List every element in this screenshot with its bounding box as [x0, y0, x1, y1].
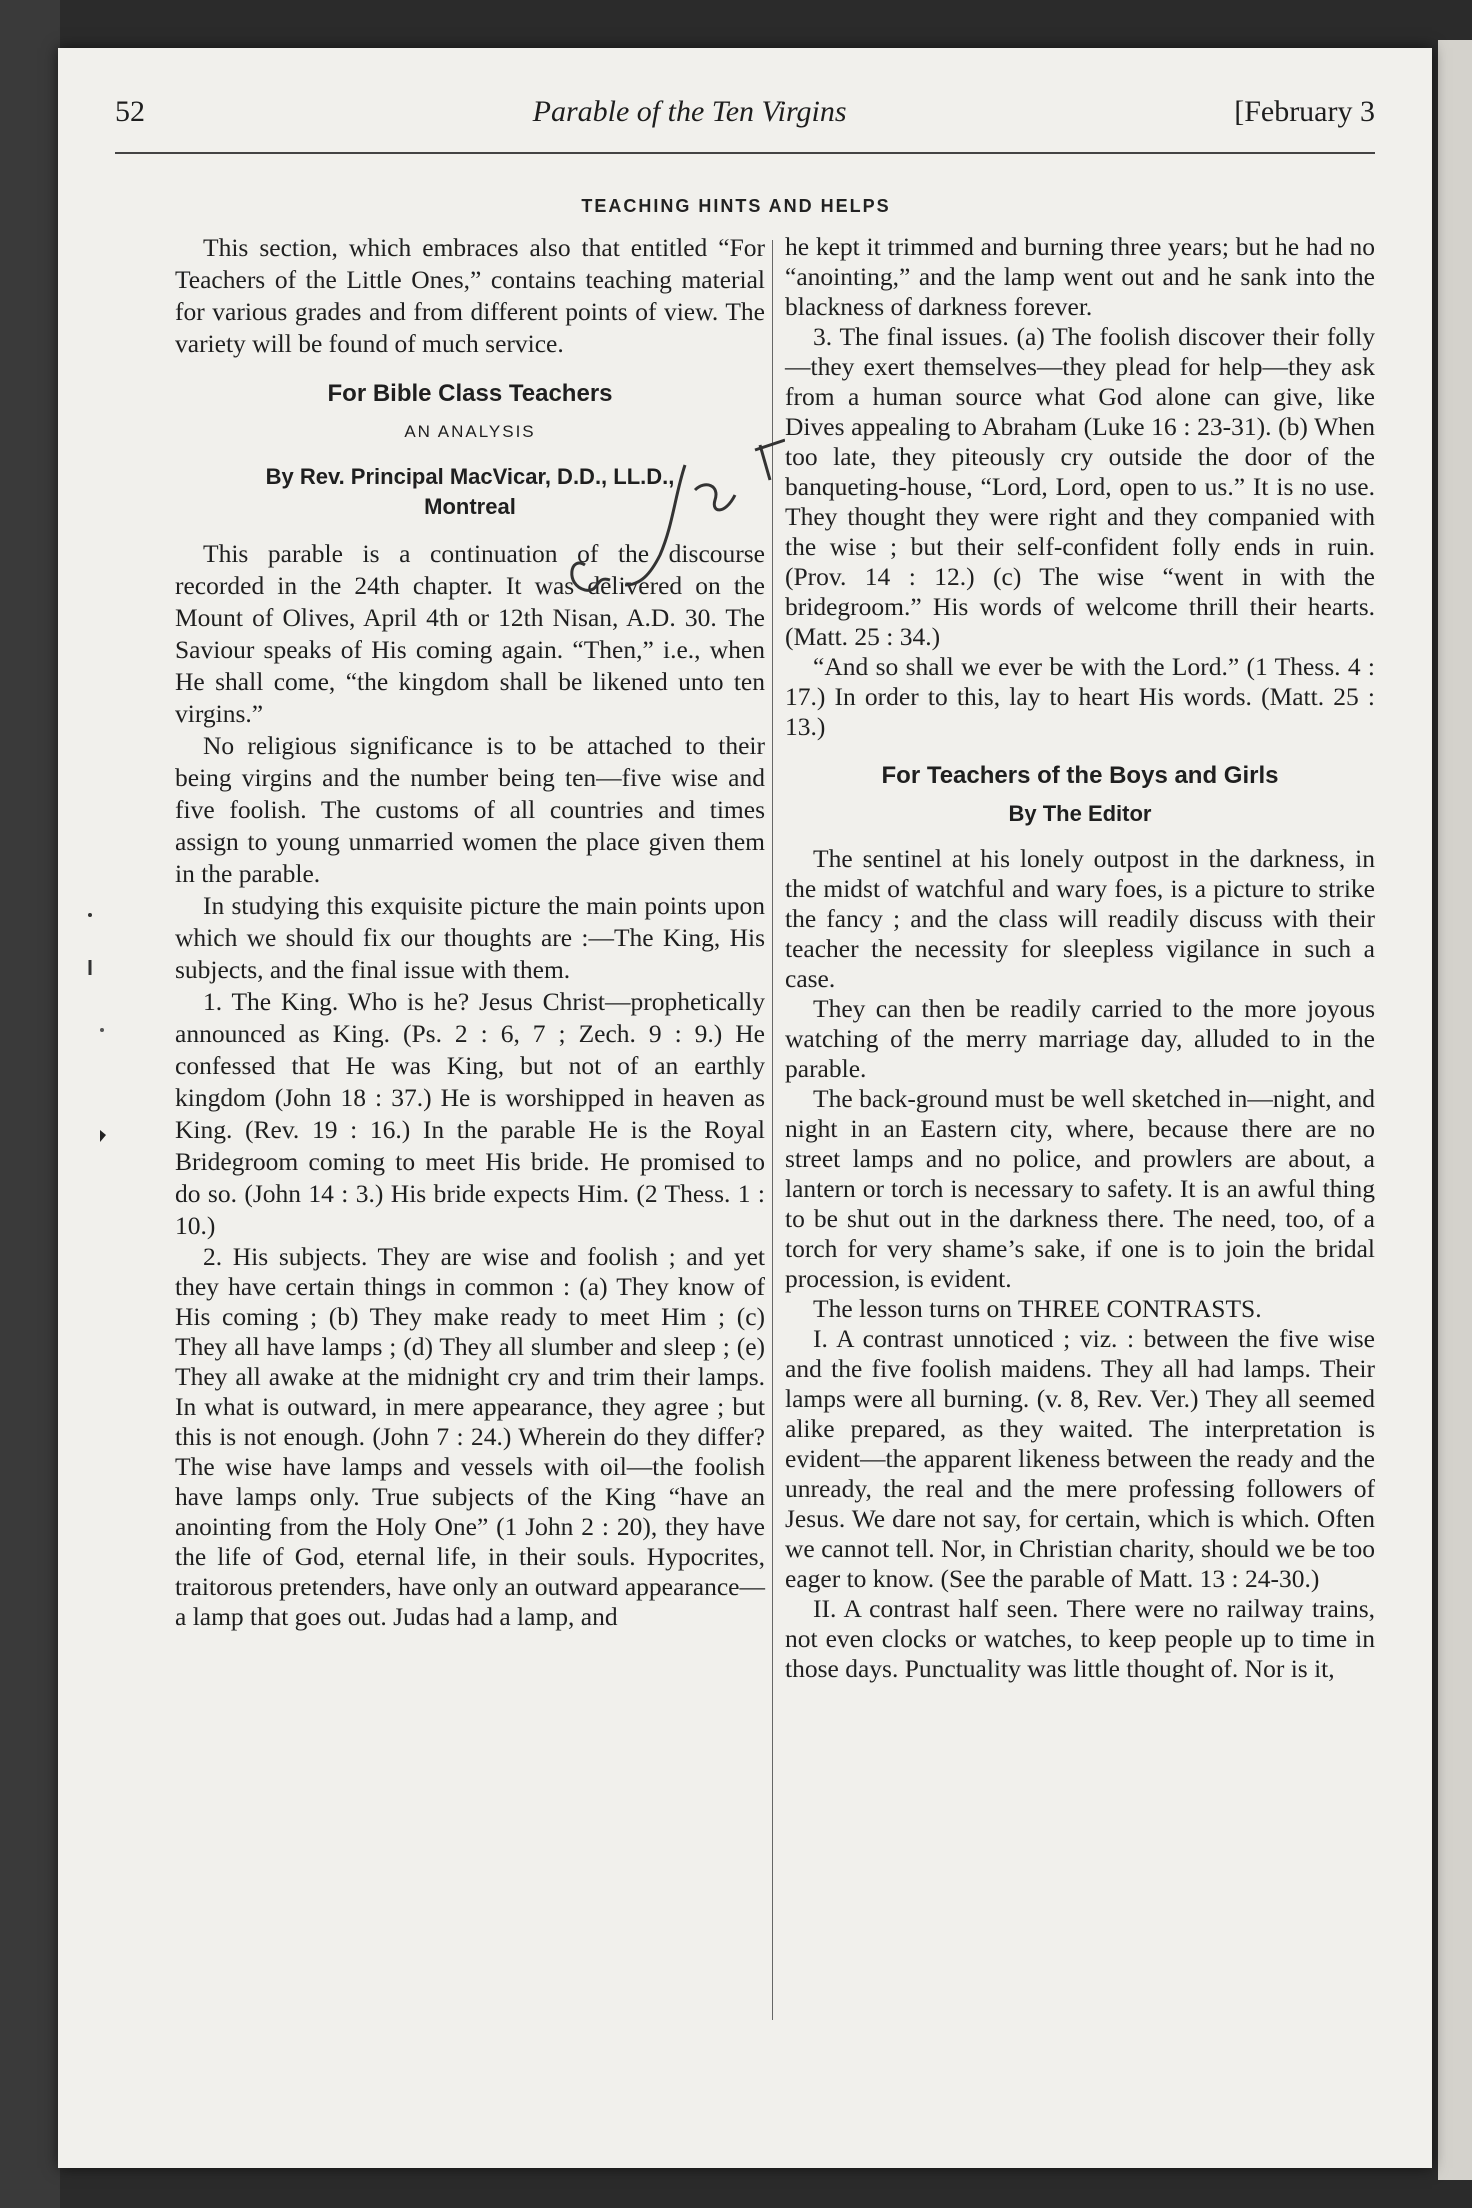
paragraph: This parable is a continuation of the discourse recorded in the 24th chapter. It was delivered on the Mount of Olives, April 4th or 12th Nisan, A.D. 30. The Saviour speaks of His coming again. “Then,” i.e., when He shall come, “the kingdom shall be likened unto ten virgins.”: [175, 539, 765, 728]
paragraph: In studying this exquisite picture the main points upon which we should fix our thoughts are :—The King, His subjects, and the final issue with them.: [175, 891, 765, 984]
page-number: 52: [115, 95, 145, 128]
paragraph: 1. The King. Who is he? Jesus Christ—prophetically announced as King. (Ps. 2 : 6, 7 ; Zech. 9 : 9.) He confessed that He was King, but not of an earthly kingdom (John 18 : 37.) He is worshipped in heaven as King. (Rev. 19 : 16.) In the parable He is the Royal Bridegroom coming to meet His bride. He promised to do so. (John 14 : 3.) His bride expects Him. (2 Thess. 1 : 10.): [175, 987, 765, 1240]
header-rule: [115, 152, 1375, 154]
paragraph: “And so shall we ever be with the Lord.” (1 Thess. 4 : 17.) In order to this, lay to heart His words. (Matt. 25 : 13.): [785, 652, 1375, 741]
paragraph: I. A contrast unnoticed ; viz. : between the five wise and the five foolish maidens. They all had lamps. Their lamps were all burning. (v. 8, Rev. Ver.) They all seemed alike prepared, as they waited. The interpretation is evident—the apparent likeness between the ready and the unready, the real and the mere professing followers of Jesus. We dare not say, for certain, which is which. Often we cannot tell. Nor, in Christian charity, should we be too eager to know. (See the parable of Matt. 13 : 24-30.): [785, 1324, 1375, 1593]
paragraph: II. A contrast half seen. There were no railway trains, not even clocks or watches, to keep people up to time in those days. Punctuality was little thought of. Nor is it,: [785, 1594, 1375, 1683]
boys-girls-byline: By The Editor: [1008, 801, 1152, 826]
page-header: [115, 95, 1375, 145]
paragraph: 2. His subjects. They are wise and foolish ; and yet they have certain things in common : (a) They know of His coming ; (b) They make ready to meet Him ; (c) They all have lamps ; (d) They all slumber and sleep ; (e) They all awake at the midnight cry and trim their lamps. In what is outward, in mere appearance, they agree ; but this is not enough. (John 7 : 24.) Wherein do they differ? The wise have lamps and vessels with oil—the foolish have lamps only. True subjects of the King “have an anointing from the Holy One” (1 John 2 : 20), they have the life of God, eternal life, in their souls. Hypocrites, traitorous pretenders, have only an outward appearance—a lamp that goes out. Judas had a lamp, and: [175, 1242, 765, 1631]
paragraph: The sentinel at his lonely outpost in the darkness, in the midst of watchful and wary foes, is a picture to strike the fancy ; and the class will readily discuss with their teacher the necessity for sleepless vigilance in such a case.: [785, 844, 1375, 993]
paragraph: They can then be readily carried to the more joyous watching of the merry marriage day, alluded to in the parable.: [785, 994, 1375, 1083]
right-column: [785, 232, 1375, 1684]
paragraph: No religious significance is to be attached to their being virgins and the number being ten—five wise and five foolish. The customs of all countries and times assign to young unmarried women the place given them in the parable.: [175, 731, 765, 888]
paragraph: The back-ground must be well sketched in—night, and night in an Eastern city, where, because there are no street lamps and no police, and prowlers are about, a lantern or torch is necessary to safety. It is an awful thing to be shut out in the darkness there. The need, too, of a torch for very shame’s sake, if one is to join the bridal procession, is evident.: [785, 1084, 1375, 1293]
paragraph: 3. The final issues. (a) The foolish discover their folly—they exert themselves—they plead for help—they ask from a human source what God alone can give, like Dives appealing to Abraham (Luke 16 : 23-31). (b) When too late, they piteously cry outside the door of the banqueting-house, “Lord, Lord, open to us.” It is no use. They thought they were right and they companied with the wise ; but their self-confident folly ends in ruin. (Prov. 14 : 12.) (c) The wise “went in with the bridegroom.” His words of welcome thrill their hearts. (Matt. 25 : 34.): [785, 322, 1375, 651]
section-heading: TEACHING HINTS AND HELPS: [581, 196, 891, 216]
handwritten-annotation: [555, 435, 785, 605]
byline-place: Montreal: [424, 494, 516, 519]
bible-class-subheading: AN ANALYSIS: [404, 422, 536, 441]
boys-girls-heading: For Teachers of the Boys and Girls: [881, 762, 1279, 789]
running-title: Parable of the Ten Virgins: [532, 95, 847, 128]
bible-class-heading: For Bible Class Teachers: [327, 380, 613, 407]
paragraph: he kept it trimmed and burning three years; but he had no “anointing,” and the lamp went out and he sank into the blackness of darkness forever.: [785, 232, 1375, 321]
scan-right-border: [1438, 40, 1472, 2180]
page-date: [February 3: [1234, 95, 1375, 128]
scan-left-border: [0, 0, 60, 2208]
paragraph: The lesson turns on THREE CONTRASTS.: [813, 1294, 1262, 1323]
margin-marks: [80, 900, 120, 1160]
intro-paragraph: This section, which embraces also that entitled “For Teachers of the Little Ones,” contains teaching material for various grades and from different points of view. The variety will be found of much service.: [175, 233, 765, 358]
byline-author: By Rev. Principal MacVicar, D.D., LL.D.,: [265, 464, 675, 489]
